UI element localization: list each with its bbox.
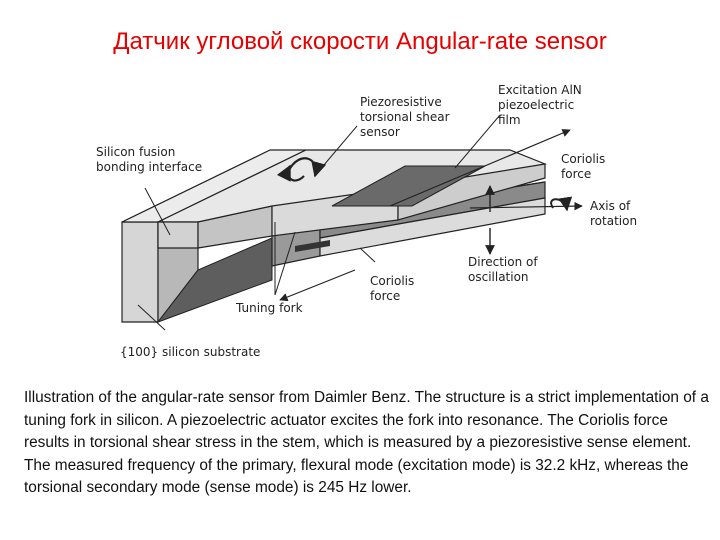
piezo-label: Piezoresistive torsional shear sensor (360, 95, 450, 139)
caption: Illustration of the angular-rate sensor from Daimler Benz. The structure is a strict implementation of a tuning fork in silicon. A piezoelectric actuator excites the fork into resonance. The Coriolis force results in torsional shear stress in the stem, which is measured by a piezoresistive sense element. The measured frequency of the primary, flexural mode (excitation mode) is 32.2 kHz, whereas the torsional secondary mode (sense mode) is 245 Hz lower. (24, 389, 709, 497)
sensor-diagram (0, 70, 720, 370)
excitation-label: Excitation AlN piezoelectric film (498, 83, 582, 127)
silicon-fusion-label: Silicon fusion bonding interface (96, 145, 203, 174)
substrate-label: {100} silicon substrate (120, 345, 261, 359)
slide-title: Датчик угловой скорости Angular-rate sensor (113, 28, 607, 55)
tuning-fork-label: Tuning fork (236, 301, 303, 315)
coriolis-top-label: Coriolis force (561, 152, 606, 181)
axis-of-rotation-label: Axis of rotation (590, 199, 638, 228)
direction-of-oscillation-label: Direction of oscillation (468, 255, 538, 284)
coriolis-bottom-label: Coriolis force (370, 274, 415, 303)
